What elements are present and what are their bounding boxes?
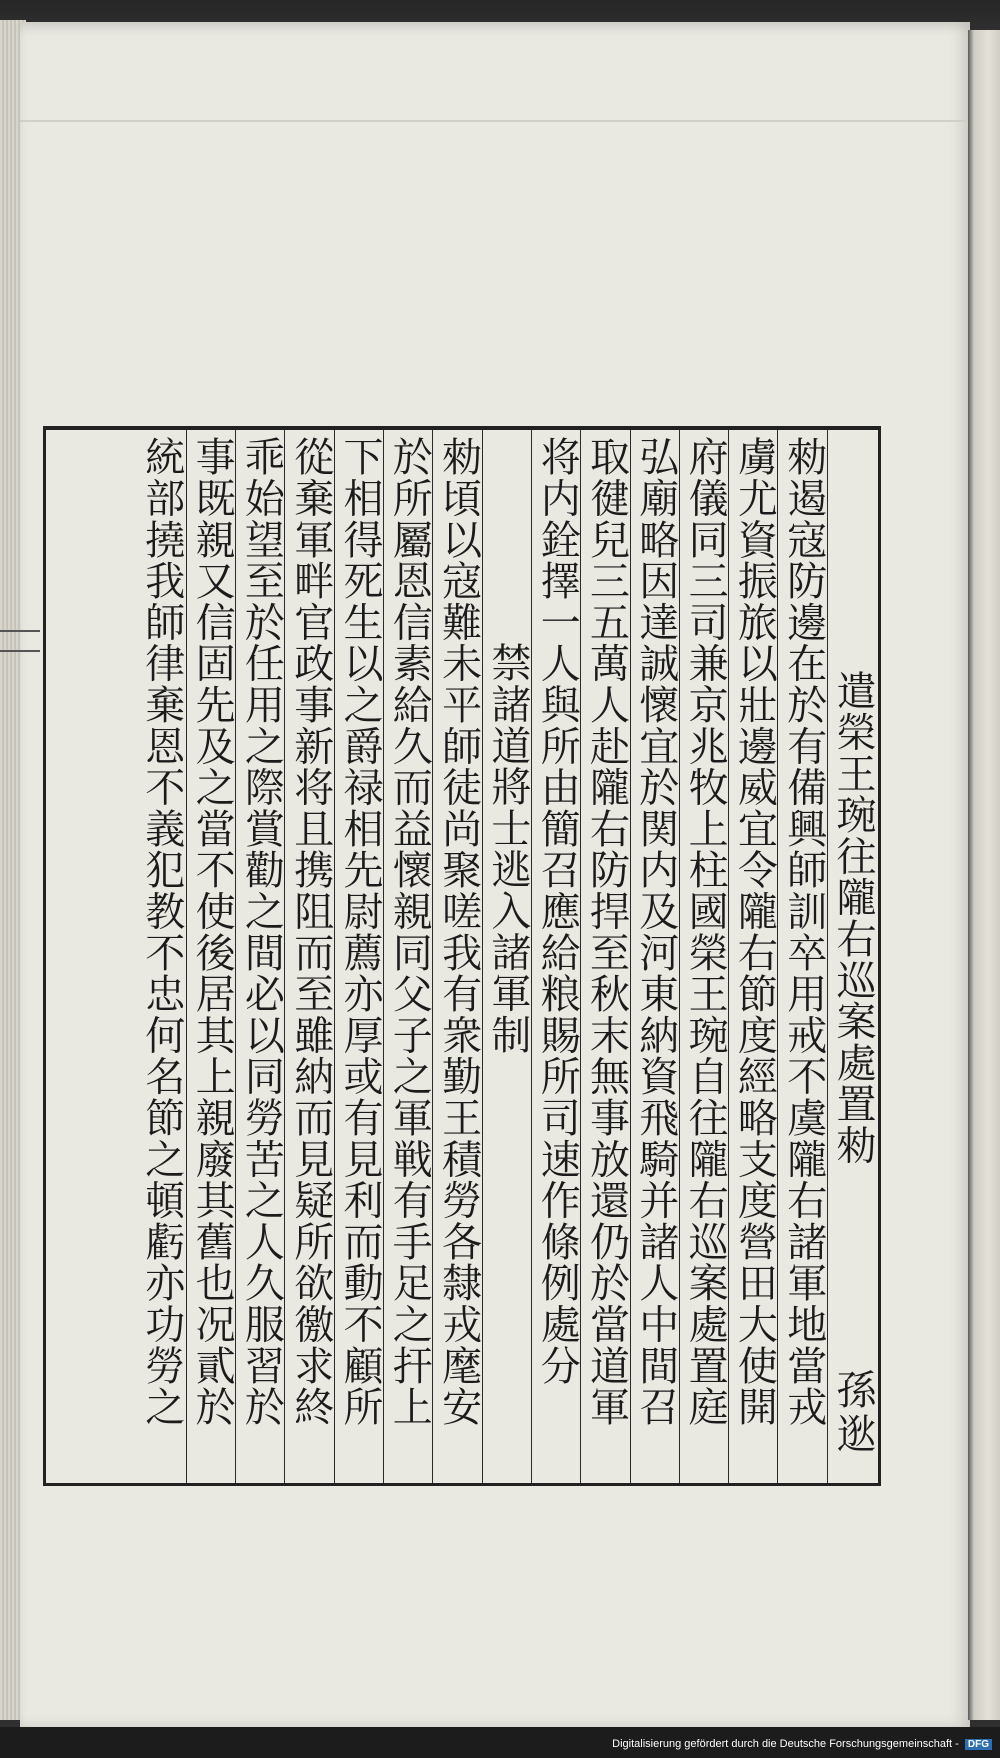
column-text-c7: 勑頃以寇難未平師徒尚聚嗟我有衆勤王積勞各隸戎麾安 xyxy=(435,436,482,1428)
text-block xyxy=(43,426,881,1486)
column-text-c13: 統部撓我師律棄恩不義犯教不忠何名節之頓虧亦功勞之 xyxy=(138,436,185,1428)
text-column-c10 xyxy=(284,430,333,1483)
column-text-c2: 虜尤資振旅以壯邊威宜令隴右節度經略支度營田大使開 xyxy=(731,436,778,1428)
dfg-logo: DFG xyxy=(965,1739,992,1750)
digitization-credit xyxy=(612,1738,992,1750)
column-text-c10: 從棄軍畔官政事新将且携阻而至雖納而見疑所欲徼求終 xyxy=(287,436,334,1428)
text-column-c11 xyxy=(235,430,284,1483)
text-column-c1 xyxy=(777,430,826,1483)
column-text-c6: 将内銓擇一人與所由簡召應給粮賜所司速作條例處分 xyxy=(534,436,581,1386)
text-column-c8 xyxy=(383,430,432,1483)
text-column-c9 xyxy=(334,430,383,1483)
text-column-c5 xyxy=(580,430,629,1483)
text-column-title xyxy=(827,430,876,1483)
text-column-c6 xyxy=(531,430,580,1483)
column-text-c1: 勑遏寇防邊在於有備興師訓卒用戒不虞隴右諸軍地當戎 xyxy=(780,436,827,1428)
column-text-c8: 於所屬恩信素給久而益懷親同父子之軍戦有手足之扞上 xyxy=(386,436,433,1428)
binding-thread-mark xyxy=(0,630,40,652)
text-column-c2 xyxy=(728,430,777,1483)
text-column-title2 xyxy=(482,430,531,1483)
text-column-c13 xyxy=(137,430,186,1483)
page-fold-line xyxy=(20,120,970,122)
book-right-edge xyxy=(968,30,1000,1720)
column-text-c4: 弘廟略因達誠懷宜於関内及河東納資飛騎并諸人中間召 xyxy=(632,436,679,1428)
text-column-c3 xyxy=(679,430,728,1483)
heading-title: 遣榮王琬往隴右巡案處置勑 xyxy=(829,670,876,1166)
text-column-c4 xyxy=(630,430,679,1483)
heading-title2: 禁諸道將士逃入諸軍制 xyxy=(484,642,531,1055)
text-column-c12 xyxy=(186,430,235,1483)
author-name: 孫逖 xyxy=(829,1369,876,1457)
column-text-c9: 下相得死生以之爵禄相先尉薦亦厚或有見利而動不顧所 xyxy=(336,436,383,1428)
text-column-c7 xyxy=(432,430,481,1483)
column-text-c3: 府儀同三司兼京兆牧上柱國榮王琬自往隴右巡案處置庭 xyxy=(682,436,729,1428)
column-text-c5: 取徤兒三五萬人赴隴右防捍至秋末無事放還仍於當道軍 xyxy=(583,436,630,1428)
column-text-c11: 乖始望至於任用之際賞勸之間必以同勞苦之人久服習於 xyxy=(238,436,285,1428)
column-text-c12: 事既親又信固先及之當不使後居其上親廢其舊也况貳於 xyxy=(189,436,236,1428)
credit-text: Digitalisierung gefördert durch die Deutsche Forschungsgemeinschaft - xyxy=(612,1738,959,1750)
